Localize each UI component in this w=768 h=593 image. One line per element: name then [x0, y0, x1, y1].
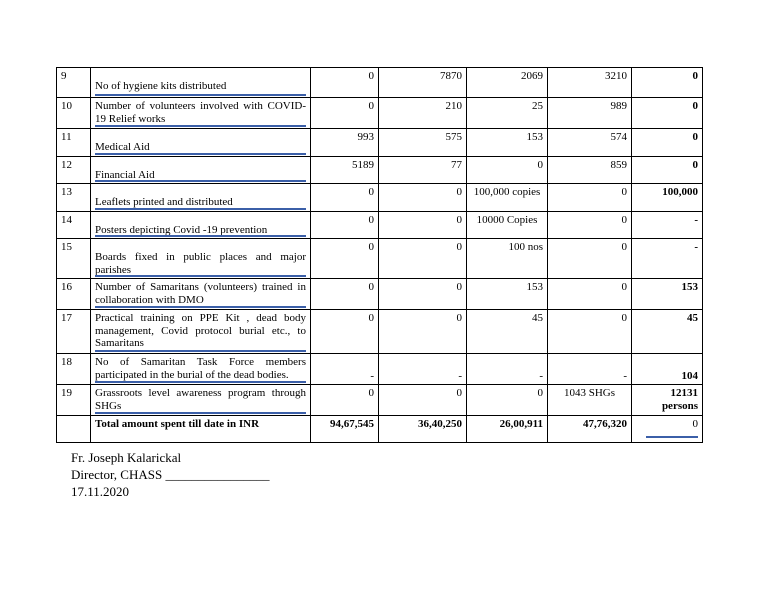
description-cell	[91, 211, 311, 239]
value-cell-3: 0	[467, 385, 548, 416]
value-cell-4: 989	[548, 98, 632, 129]
description-text: No of Samaritan Task Force members participated in the burial of the dead bodies.	[95, 356, 306, 381]
value-cell-1: 0	[311, 211, 379, 239]
description-underline	[95, 235, 306, 237]
value-cell-2: 0	[379, 279, 467, 310]
signature-date: 17.11.2020	[71, 484, 130, 499]
value-cell-2: 575	[379, 129, 467, 157]
serial-number-cell: 10	[57, 98, 91, 129]
signatory-name: Fr. Joseph Kalarickal	[71, 450, 182, 465]
serial-number-cell: 9	[57, 68, 91, 98]
value-cell-4: -	[548, 354, 632, 385]
serial-number-cell: 12	[57, 156, 91, 184]
description-underline	[95, 275, 306, 277]
value-cell-3: 0	[467, 156, 548, 184]
description-cell	[91, 279, 311, 310]
value-cell-2: 7870	[379, 68, 467, 98]
table-row	[57, 129, 703, 157]
value-cell-2: 0	[379, 239, 467, 279]
description-cell	[91, 68, 311, 98]
total-cell: 0	[632, 68, 703, 98]
value-cell-3: -	[467, 354, 548, 385]
serial-number-cell: 14	[57, 211, 91, 239]
description-cell	[91, 354, 311, 385]
total-value-cell-4: 47,76,320	[548, 416, 632, 443]
total-cell: 153	[632, 279, 703, 310]
description-underline	[95, 180, 306, 182]
description-text: Leaflets printed and distributed	[95, 196, 233, 208]
value-cell-4: 0	[548, 279, 632, 310]
description-underline	[95, 412, 306, 414]
description-cell	[91, 310, 311, 354]
value-cell-2: 0	[379, 385, 467, 416]
description-underline	[95, 208, 306, 210]
description-text: Posters depicting Covid -19 prevention	[95, 223, 268, 236]
value-cell-3: 25	[467, 98, 548, 129]
table-row	[57, 156, 703, 184]
total-cell: 0	[632, 156, 703, 184]
total-cell: 0	[632, 98, 703, 129]
description-cell	[91, 184, 311, 212]
value-cell-4: 574	[548, 129, 632, 157]
total-cell: 12131 persons	[632, 385, 703, 416]
value-cell-2: 0	[379, 184, 467, 212]
table-row	[57, 68, 703, 98]
value-cell-4: 3210	[548, 68, 632, 98]
table-row	[57, 98, 703, 129]
description-cell	[91, 385, 311, 416]
serial-number-cell: 15	[57, 239, 91, 279]
grand-total-cell	[632, 416, 703, 443]
value-cell-1: 0	[311, 385, 379, 416]
serial-number-cell: 11	[57, 129, 91, 157]
value-cell-3: 153	[467, 279, 548, 310]
table-row	[57, 310, 703, 354]
total-label-cell: Total amount spent till date in INR	[91, 416, 311, 443]
value-cell-2: 77	[379, 156, 467, 184]
description-cell	[91, 98, 311, 129]
value-cell-2: 0	[379, 211, 467, 239]
description-cell	[91, 156, 311, 184]
description-underline	[95, 306, 306, 308]
value-cell-2: 0	[379, 310, 467, 354]
description-text: No of hygiene kits distributed	[95, 80, 227, 92]
value-cell-3: 153	[467, 129, 548, 157]
description-text: Financial Aid	[95, 168, 155, 181]
description-text: Number of volunteers involved with COVID-19 Relief works	[95, 100, 306, 125]
value-cell-1: 0	[311, 239, 379, 279]
total-cell: -	[632, 239, 703, 279]
total-cell: 0	[632, 129, 703, 157]
serial-number-cell: 13	[57, 184, 91, 212]
description-text: Boards fixed in public places and major parishes	[95, 251, 306, 276]
value-cell-4: 1043 SHGs	[548, 385, 632, 416]
value-cell-1: 993	[311, 129, 379, 157]
description-text: Practical training on PPE Kit , dead body management, Covid protocol burial etc., to Samaritans	[95, 312, 306, 349]
serial-number-cell: 17	[57, 310, 91, 354]
table-row	[57, 385, 703, 416]
serial-number-cell	[57, 416, 91, 443]
value-cell-1: 0	[311, 279, 379, 310]
value-cell-2: -	[379, 354, 467, 385]
description-text: Grassroots level awareness program through SHGs	[95, 387, 306, 412]
description-text: Number of Samaritans (volunteers) trained in collaboration with DMO	[95, 281, 306, 306]
description-underline	[95, 350, 306, 352]
description-text: Medical Aid	[95, 141, 150, 153]
total-cell: 104	[632, 354, 703, 385]
description-underline	[95, 94, 306, 96]
value-cell-4: 0	[548, 211, 632, 239]
description-underline	[95, 125, 306, 127]
value-cell-1: -	[311, 354, 379, 385]
table-body	[57, 68, 703, 443]
total-cell: 100,000	[632, 184, 703, 212]
serial-number-cell: 16	[57, 279, 91, 310]
value-cell-1: 5189	[311, 156, 379, 184]
value-cell-1: 0	[311, 184, 379, 212]
value-cell-3: 100,000 copies	[467, 184, 548, 212]
serial-number-cell: 19	[57, 385, 91, 416]
report-table	[56, 67, 703, 443]
value-cell-4: 859	[548, 156, 632, 184]
total-row	[57, 416, 703, 443]
signatory-title: Director, CHASS ________________	[71, 467, 270, 482]
value-cell-4: 0	[548, 184, 632, 212]
value-cell-4: 0	[548, 239, 632, 279]
total-value-cell-2: 36,40,250	[379, 416, 467, 443]
grand-total-value: 0	[692, 418, 698, 430]
value-cell-3: 10000 Copies	[467, 211, 548, 239]
value-cell-3: 2069	[467, 68, 548, 98]
description-underline	[95, 153, 306, 155]
value-cell-3: 100 nos	[467, 239, 548, 279]
total-value-cell-1: 94,67,545	[311, 416, 379, 443]
table-row	[57, 211, 703, 239]
grand-total-underline	[646, 436, 698, 438]
table-row	[57, 279, 703, 310]
description-cell	[91, 239, 311, 279]
signature-block	[71, 449, 269, 500]
table-row	[57, 184, 703, 212]
total-cell: -	[632, 211, 703, 239]
value-cell-3: 45	[467, 310, 548, 354]
value-cell-1: 0	[311, 310, 379, 354]
value-cell-1: 0	[311, 98, 379, 129]
value-cell-4: 0	[548, 310, 632, 354]
total-cell: 45	[632, 310, 703, 354]
value-cell-2: 210	[379, 98, 467, 129]
total-value-cell-3: 26,00,911	[467, 416, 548, 443]
table-row	[57, 354, 703, 385]
value-cell-1: 0	[311, 68, 379, 98]
description-cell	[91, 129, 311, 157]
serial-number-cell: 18	[57, 354, 91, 385]
description-underline	[95, 381, 306, 383]
table-row	[57, 239, 703, 279]
